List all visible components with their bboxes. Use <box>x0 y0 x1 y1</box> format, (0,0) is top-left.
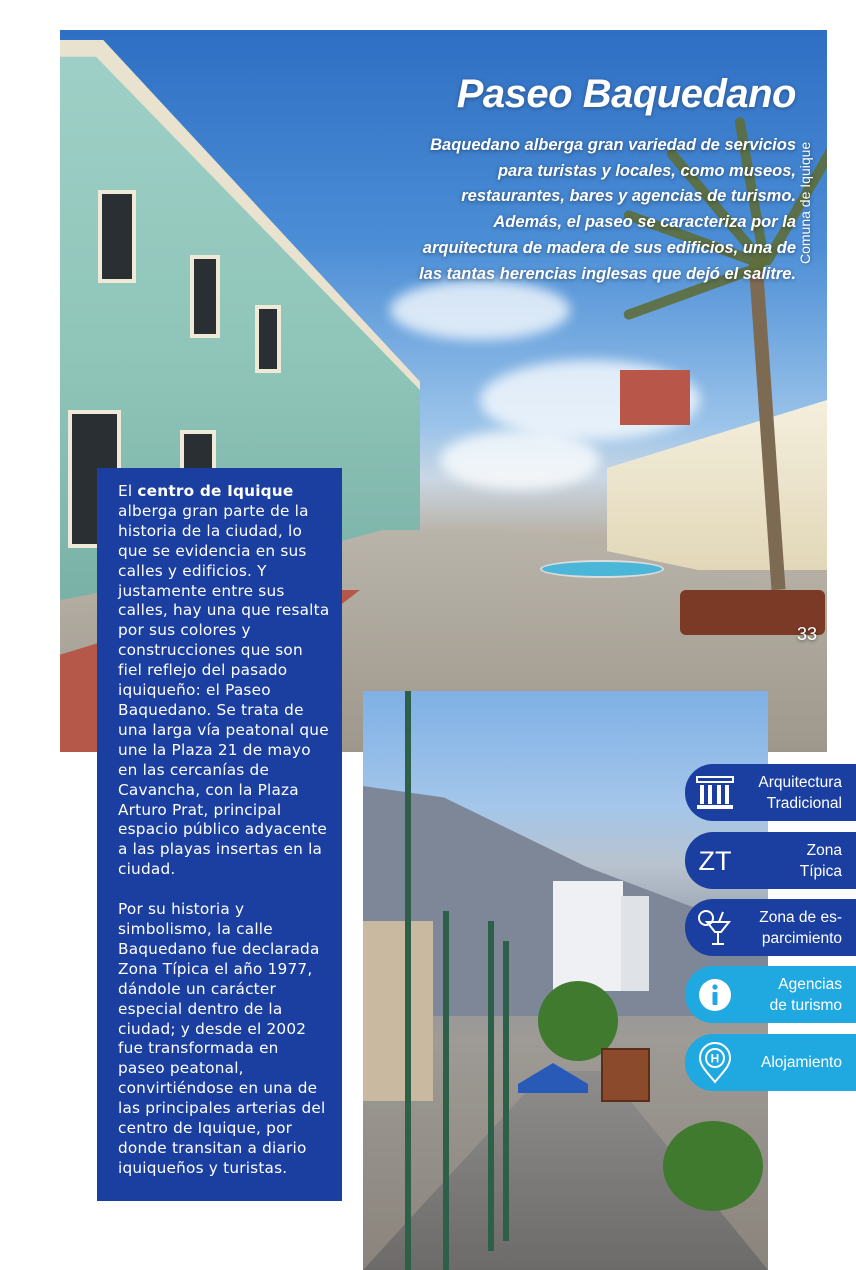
badge-zona-esparcimiento <box>685 899 856 956</box>
badge-label: Zona de es- parcimiento <box>759 908 842 947</box>
badge-alojamiento <box>685 1034 856 1091</box>
cocktail-icon <box>695 908 735 948</box>
body-text-box <box>97 468 342 1201</box>
badge-label: Alojamiento <box>761 1054 842 1071</box>
columns-icon <box>695 773 735 813</box>
badge-label: Agencias de turismo <box>769 975 842 1014</box>
zt-icon: ZT <box>698 845 732 876</box>
section-side-label: Comuna de Iquique <box>797 141 813 264</box>
body-paragraph-2: Por su historia y simbolismo, la calle Baquedano fue declarada Zona Típica el año 1977, dándole un carácter especial dentro de la ciudad; y desde el 2002 fue transformada en paseo peatonal, convirtiéndose en una de las principales arterias del centro de Iquique, por donde transitan a diario iquiqueños y turistas. <box>118 900 326 1177</box>
badge-zona-tipica <box>685 832 856 889</box>
hotel-pin-icon <box>695 1043 735 1083</box>
badge-label: Zona Típica <box>799 841 842 880</box>
info-icon <box>695 975 735 1015</box>
badge-agencias-turismo <box>685 966 856 1023</box>
page-number: 33 <box>797 624 818 644</box>
highlight-centro-iquique: centro de Iquique <box>137 482 294 500</box>
page-subtitle: Baquedano alberga gran variedad de servicios para turistas y locales, como museos, restaurantes, bares y agencias de turismo. Además, el paseo se caracteriza por la arquitectura de madera de sus edificios, una de las tantas herencias inglesas que dejó el salitre. <box>419 136 796 283</box>
badge-label: Arquitectura Tradicional <box>758 773 842 812</box>
svg-text:H: H <box>710 1051 720 1066</box>
body-paragraph-1: El centro de Iquique alberga gran parte de la historia de la ciudad, lo que se evidencia en sus calles y edificios. Y justamente entre sus calles, hay una que resalta por sus colores y construcciones que son fiel reflejo del pasado iquiqueño: el Paseo Baquedano. Se trata de una larga vía peatonal que une la Plaza 21 de mayo en las cercanías de Cavancha, con la Plaza Arturo Prat, principal espacio público adyacente a las playas insertas en la ciudad. <box>118 482 330 879</box>
page-title: Paseo Baquedano <box>456 72 796 116</box>
badge-arquitectura-tradicional <box>685 764 856 821</box>
